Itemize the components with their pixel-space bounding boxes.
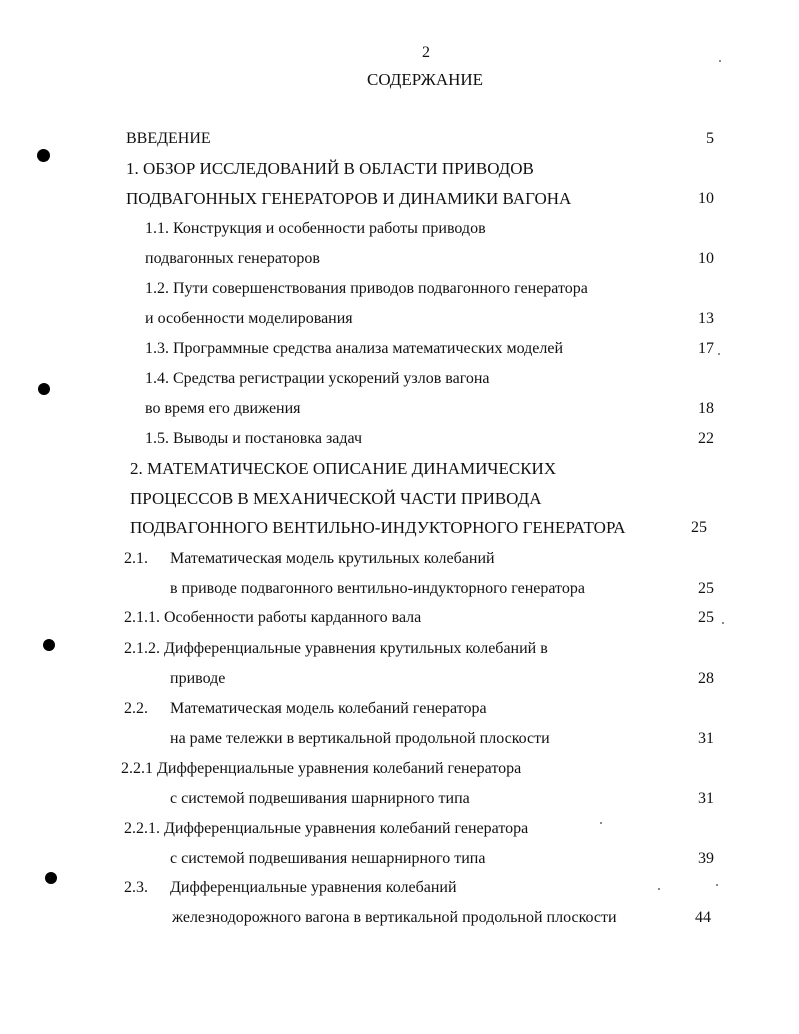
toc-page-1-1: 10 xyxy=(698,250,714,267)
toc-section-2-1-2-line1: 2.1.2. Дифференциальные уравнения крутильных колебаний в xyxy=(124,640,548,657)
toc-page-chapter-1: 10 xyxy=(698,190,714,207)
scan-speck xyxy=(600,822,602,824)
toc-chapter-1-line2: ПОДВАГОННЫХ ГЕНЕРАТОРОВ И ДИНАМИКИ ВАГОНА xyxy=(126,189,572,208)
toc-section-1-5: 1.5. Выводы и постановка задач xyxy=(145,430,363,447)
toc-page-2-1-1: 25 xyxy=(698,609,714,626)
toc-page-2-1-2: 28 xyxy=(698,670,714,687)
toc-section-2-1-line1: Математическая модель крутильных колебаний xyxy=(170,550,495,567)
toc-page-intro: 5 xyxy=(706,130,714,147)
toc-page-2-2-1a: 31 xyxy=(698,790,714,807)
toc-page-1-5: 22 xyxy=(698,430,714,447)
toc-section-2-2-1a-line1: 2.2.1 Дифференциальные уравнения колебаний генератора xyxy=(121,760,522,777)
toc-section-2-3-line1: Дифференциальные уравнения колебаний xyxy=(170,879,457,896)
scan-speck xyxy=(658,888,660,890)
punch-hole-1 xyxy=(37,149,50,162)
toc-chapter-2-line1: 2. МАТЕМАТИЧЕСКОЕ ОПИСАНИЕ ДИНАМИЧЕСКИХ xyxy=(130,459,557,478)
toc-section-1-3: 1.3. Программные средства анализа математических моделей xyxy=(145,340,564,357)
toc-page-2-2: 31 xyxy=(698,730,714,747)
scan-speck xyxy=(716,884,718,886)
toc-page-2-2-1b: 39 xyxy=(698,850,714,867)
toc-chapter-2-line3: ПОДВАГОННОГО ВЕНТИЛЬНО-ИНДУКТОРНОГО ГЕНЕРАТОРА xyxy=(130,518,626,537)
toc-page-1-3: 17 xyxy=(698,340,714,357)
toc-chapter-1-line1: 1. ОБЗОР ИССЛЕДОВАНИЙ В ОБЛАСТИ ПРИВОДОВ xyxy=(126,159,534,178)
toc-section-1-2-line1: 1.2. Пути совершенствования приводов подвагонного генератора xyxy=(145,280,588,297)
toc-section-2-3-line2: железнодорожного вагона в вертикальной продольной плоскости xyxy=(172,909,617,926)
scan-speck xyxy=(719,60,721,62)
toc-section-2-2-1b-line2: с системой подвешивания нешарнирного типа xyxy=(170,850,486,867)
toc-section-1-2-line2: и особенности моделирования xyxy=(145,310,353,327)
toc-page-chapter-2: 25 xyxy=(691,519,707,536)
scan-speck xyxy=(722,622,724,624)
toc-section-2-2-line1: Математическая модель колебаний генератора xyxy=(170,700,487,717)
toc-section-2-1-line2: в приводе подвагонного вентильно-индукторного генератора xyxy=(170,580,585,597)
toc-section-2-1-2-line2: приводе xyxy=(170,670,226,687)
toc-page-2-3: 44 xyxy=(695,909,711,926)
toc-section-2-1-1: 2.1.1. Особенности работы карданного вала xyxy=(124,609,422,626)
toc-section-2-1-num: 2.1. xyxy=(124,550,148,567)
toc-page-2-1: 25 xyxy=(698,580,714,597)
toc-section-1-1-line2: подвагонных генераторов xyxy=(145,250,320,267)
toc-section-2-2-1a-line2: с системой подвешивания шарнирного типа xyxy=(170,790,470,807)
toc-section-2-2-line2: на раме тележки в вертикальной продольной плоскости xyxy=(170,730,550,747)
toc-section-2-2-1b-line1: 2.2.1. Дифференциальные уравнения колебаний генератора xyxy=(124,820,529,837)
toc-section-1-4-line1: 1.4. Средства регистрации ускорений узлов вагона xyxy=(145,370,490,387)
toc-section-1-4-line2: во время его движения xyxy=(145,400,301,417)
punch-hole-2 xyxy=(38,383,50,395)
toc-page-1-4: 18 xyxy=(698,400,714,417)
page-number: 2 xyxy=(422,44,430,61)
punch-hole-4 xyxy=(45,872,57,884)
toc-section-1-1-line1: 1.1. Конструкция и особенности работы приводов xyxy=(145,220,486,237)
toc-chapter-2-line2: ПРОЦЕССОВ В МЕХАНИЧЕСКОЙ ЧАСТИ ПРИВОДА xyxy=(130,489,542,508)
scan-speck xyxy=(718,353,720,355)
toc-section-2-2-num: 2.2. xyxy=(124,700,148,717)
punch-hole-3 xyxy=(43,639,55,651)
toc-entry-intro: ВВЕДЕНИЕ xyxy=(126,130,211,147)
page-title: СОДЕРЖАНИЕ xyxy=(367,70,484,89)
toc-section-2-3-num: 2.3. xyxy=(124,879,148,896)
toc-page-1-2: 13 xyxy=(698,310,714,327)
